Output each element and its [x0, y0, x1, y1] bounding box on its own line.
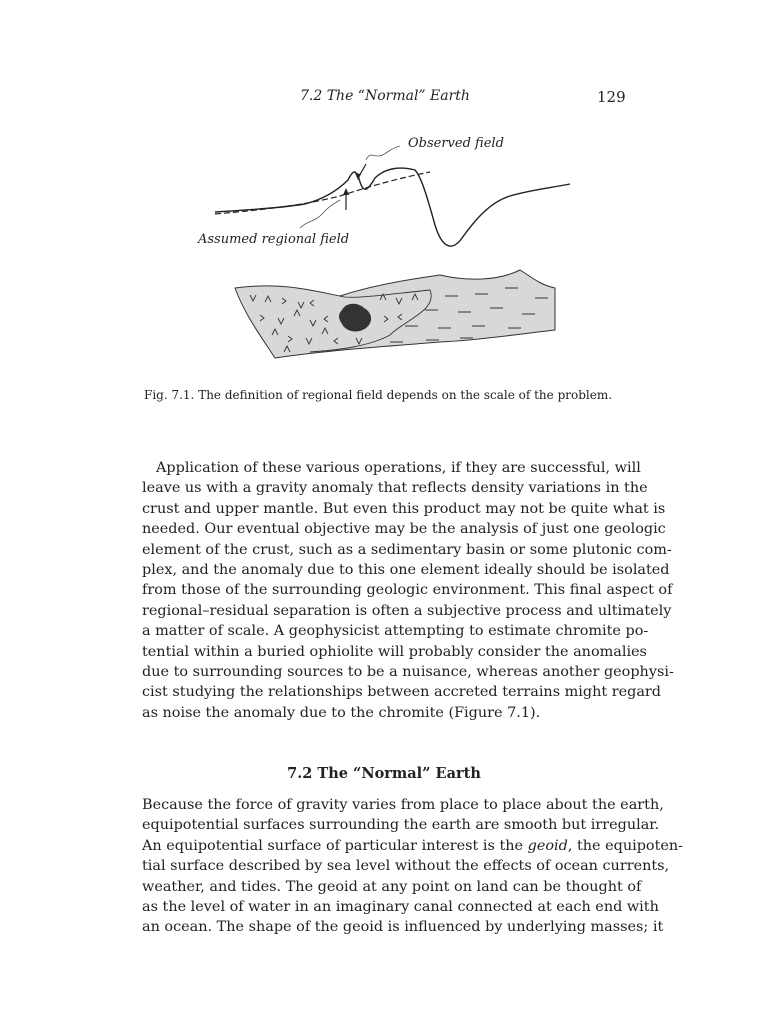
text-line: as the level of water in an imaginary canal connected at each end with	[142, 899, 659, 916]
text-line: a matter of scale. A geophysicist attempting to estimate chromite po-	[142, 623, 649, 640]
text-line: an ocean. The shape of the geoid is influenced by underlying masses; it	[142, 919, 664, 936]
text-line: due to surrounding sources to be a nuisance, whereas another geophysi-	[142, 664, 674, 681]
observed-arrowhead	[355, 173, 361, 180]
body-paragraph-2	[142, 795, 684, 938]
geoid-term: geoid	[527, 837, 568, 854]
text-line: tial surface described by sea level without the effects of ocean currents,	[142, 858, 670, 875]
text-line: Because the force of gravity varies from place to place about the earth,	[142, 797, 664, 813]
text-line: crust and upper mantle. But even this product may not be quite what is	[142, 500, 666, 517]
page-number: 129	[597, 88, 626, 106]
figure-7-1	[190, 130, 590, 370]
body-paragraph-1	[142, 458, 674, 723]
observed-leader-line	[366, 146, 400, 160]
text-line: as noise the anomaly due to the chromite (Figure 7.1).	[142, 704, 541, 721]
running-header-title: 7.2 The “Normal” Earth	[300, 88, 470, 104]
observed-field-label: Observed field	[408, 136, 504, 151]
text-segment: An equipotential surface of particular interest is the	[142, 837, 528, 854]
text-line: plex, and the anomaly due to this one element ideally should be isolated	[142, 562, 670, 579]
text-line: from those of the surrounding geologic environment. This final aspect of	[142, 582, 673, 599]
text-line: equipotential surfaces surrounding the earth are smooth but irregular.	[142, 817, 660, 834]
regional-field-label: Assumed regional field	[198, 232, 350, 247]
figure-caption: Fig. 7.1. The definition of regional field depends on the scale of the problem.	[144, 388, 613, 402]
text-line: leave us with a gravity anomaly that reflects density variations in the	[142, 480, 648, 497]
text-line: Application of these various operations, if they are successful, will	[156, 460, 641, 476]
text-line: element of the crust, such as a sedimentary basin or some plutonic com-	[142, 541, 672, 558]
section-heading: 7.2 The “Normal” Earth	[287, 765, 481, 782]
regional-field-curve	[215, 172, 430, 214]
figure-drawing	[190, 130, 590, 370]
text-line	[142, 836, 684, 856]
regional-arrowhead	[343, 188, 349, 195]
text-line: tential within a buried ophiolite will probably consider the anomalies	[142, 643, 647, 660]
text-line: cist studying the relationships between accreted terrains might regard	[142, 684, 662, 701]
text-line: weather, and tides. The geoid at any point on land can be thought of	[142, 878, 642, 895]
text-line: regional–residual separation is often a subjective process and ultimately	[142, 602, 672, 619]
cross-section-outline	[235, 270, 555, 358]
text-segment: , the equipoten-	[567, 837, 684, 854]
text-line: needed. Our eventual objective may be the analysis of just one geologic	[142, 521, 666, 538]
